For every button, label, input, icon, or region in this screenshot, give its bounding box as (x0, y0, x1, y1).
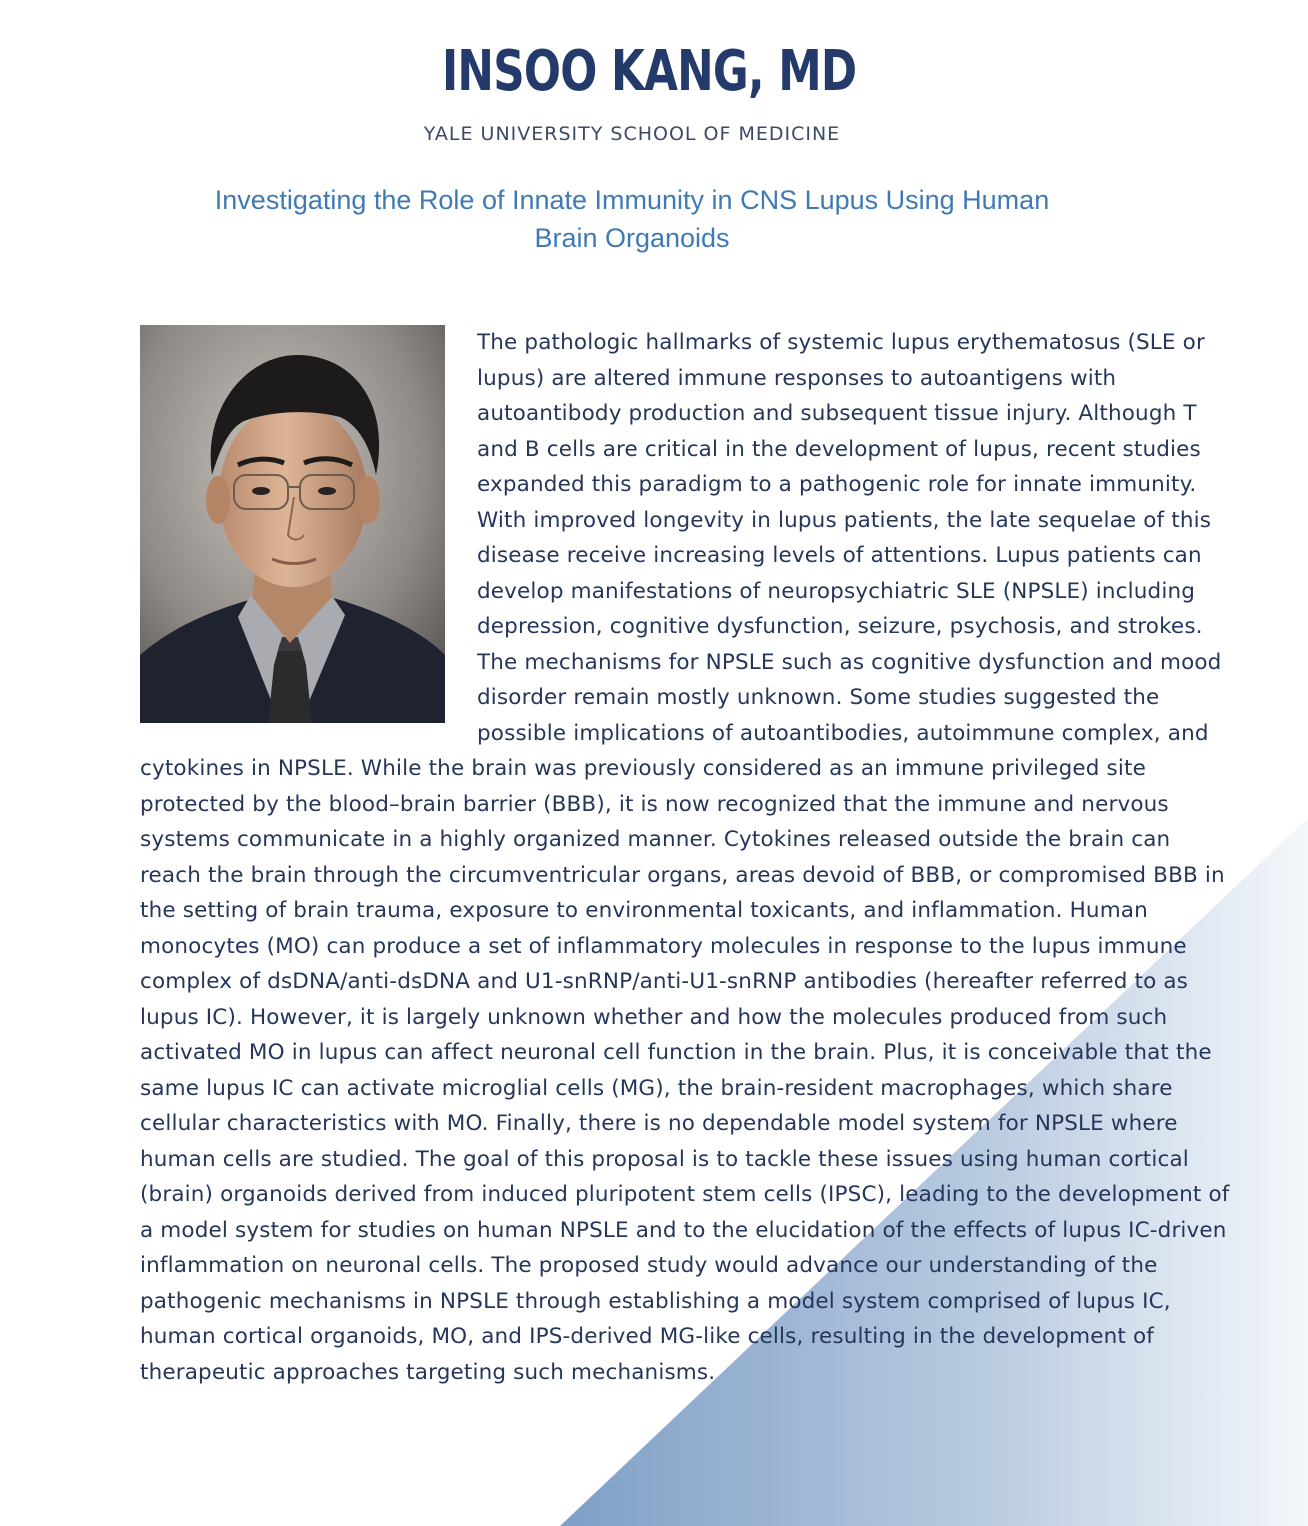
speaker-portrait (140, 325, 445, 723)
profile-content (140, 325, 1232, 1390)
speaker-name: INSOO KANG, MD (441, 39, 857, 104)
speaker-institution: YALE UNIVERSITY SCHOOL OF MEDICINE (423, 123, 841, 145)
project-title: Investigating the Role of Innate Immunity in CNS Lupus Using Human Brain Organoids (214, 185, 1050, 253)
bio-text: The pathologic hallmarks of systemic lupus erythematosus (SLE or lupus) are altered immune responses to autoantigens with autoantibody production and subsequent tissue injury. Although T and B cells are critical in the development of lupus, recent studies expanded this paradigm to a pathogenic role for innate immunity. With improved longevity in lupus patients, the late sequelae of this disease receive increasing levels of attentions. Lupus patients can develop manifestations of neuropsychiatric SLE (NPSLE) including depression, cognitive dysfunction, seizure, psychosis, and strokes. The mechanisms for NPSLE such as cognitive dysfunction and mood disorder remain mostly unknown. Some studies suggested the possible implications of autoantibodies, autoimmune complex, and cytokines in NPSLE. While the brain was previously considered as an immune privileged site protected by the blood–brain barrier (BBB), it is now recognized that the immune and nervous systems communicate in a highly organized manner. Cytokines released outside the brain can reach the brain through the circumventricular organs, areas devoid of BBB, or compromised BBB in the setting of brain trauma, exposure to environmental toxicants, and inflammation. Human monocytes (MO) can produce a set of inflammatory molecules in response to the lupus immune complex of dsDNA/anti-dsDNA and U1-snRNP/anti-U1-snRNP antibodies (hereafter referred to as lupus IC). However, it is largely unknown whether and how the molecules produced from such activated MO in lupus can affect neuronal cell function in the brain. Plus, it is conceivable that the same lupus IC can activate microglial cells (MG), the brain-resident macrophages, which share cellular characteristics with MO. Finally, there is no dependable model system for NPSLE where human cells are studied. The goal of this proposal is to tackle these issues using human cortical (brain) organoids derived from induced pluripotent stem cells (IPSC), leading to the development of a model system for studies on human NPSLE and to the elucidation of the effects of lupus IC-driven inflammation on neuronal cells. The proposed study would advance our understanding of the pathogenic mechanisms in NPSLE through establishing a model system comprised of lupus IC, human cortical organoids, MO, and IPS-derived MG-like cells, resulting in the development of therapeutic approaches targeting such mechanisms. (140, 330, 1230, 1385)
